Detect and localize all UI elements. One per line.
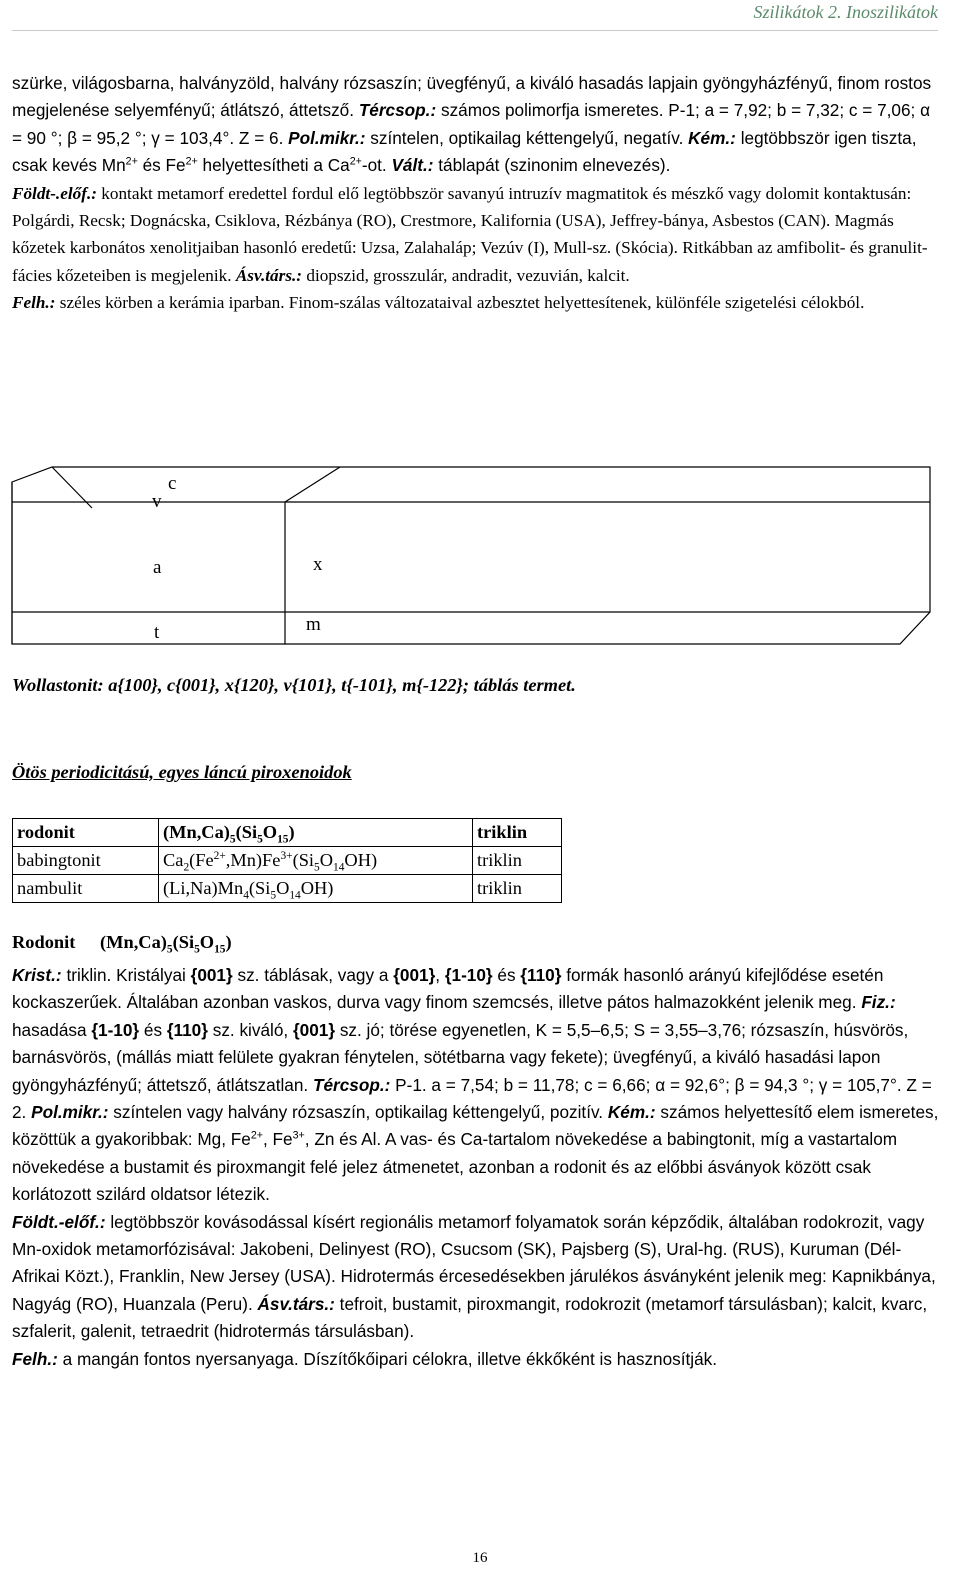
formula-cell: $(Mn,Ca)_5(Si_5O_{15})$ — [159, 819, 473, 847]
formula-cell: $(Li,Na)Mn_4(Si_5O_{14}OH)$ — [159, 875, 473, 903]
crystal-system-cell: triklin — [473, 847, 562, 875]
valt-text: táblapát (szinonim elnevezés). — [438, 155, 671, 176]
charge-superscript: 3+ — [292, 1129, 305, 1142]
krist-text: formák hasonló arányú kifejlődése esetén kockaszerűek. Általában azonban vaskos, durva vagy finom szemcsés, illetve pátos halmazokként jelenik meg. — [12, 965, 884, 1013]
wollastonite-crystal-figure — [0, 462, 960, 662]
table-row — [13, 819, 562, 847]
mineral-name-cell: rodonit — [13, 819, 159, 847]
asvtars-text: tefroit, bustamit, piroxmangit, rodokrozit (metamorf társulásban); kalcit, kvarc, szfalerit, galenit, tetraedrit (hidrotermás társulásban). — [12, 1293, 928, 1342]
charge-superscript: 2+ — [250, 1129, 263, 1142]
krist-text: sz. táblásak, vagy a — [237, 965, 389, 985]
crystal-outline — [12, 467, 930, 644]
tercsop-text: számos polimorfja ismeretes. P-1; a = 7,92; b = 7,32; c = 7,06; — [440, 100, 916, 121]
tercsop-text: P-1. a = 7,54; b = 11,78; c = 6,66; — [395, 1074, 651, 1095]
color-luster-text: szürke, világosbarna, halványzöld, halvány rózsaszín; üvegfényű, a kiváló hasadás lapjain gyöngyházfényű, finom rostos megjelenése selyemfényű; átlátszó, áttetsző. — [12, 73, 932, 121]
beta-symbol: β — [67, 127, 78, 148]
rhodonite-paragraph: Krist.: triklin. Kristályai {001} sz. táblásak, vagy a {001}, {1-10} és {110} formák hasonló arányú kifejlődése esetén kockaszerűek. Általában azonban vaskos, durva vagy finom szemcsés, illetve pátos halmazokként jelenik meg. Fiz.: hasadása {1-10} és {110} sz. kiváló, {001} sz. jó; törése egyenetlen, K = 5,5–6,5; S = 3,55–3,76; rózsaszín, húsvörös, barnásvörös, (mállás miatt felülete gyakran fénytelen, sötétbarna vagy fekete); üvegfényű, a kiváló hasadási lapon gyöngyházfényű; áttetsző, átlátszatlan. Tércsop.: P-1. a = 7,54; b = 11,78; c = 6,66; α = 92,6°; β = 94,3 °; γ = 105,7°. Z = 2. Pol.mikr.: színtelen vagy halvány rózsaszín, optikailag kéttengelyű, pozitív. Kém.: számos helyettesítő elem ismeretes, közöttük a gyakoribbak: Mg, $Fe^{2+}$, $Fe^{3+}$, Zn és Al. A vas- és Ca-tartalom növekedése a babingtonit, míg a vastartalom növekedése a bustamit és piroxmangit felé jelez átmenetet, azonban a rodonit és az előbbi ásványok között csak korlátozott szilárd oldatsor létezik. Földt.-előf.: legtöbbször kovásodással kísért regionális metamorf folyamatok során képződik, általában rodokrozit, vagy Mn-oxidok metamorfózisával: Jakobeni, Delinyest (RO), Csucsom (SK), Pajsberg (S), Ural-hg. (RUS), Kuruman (Dél-Afrikai Közt.), Franklin, New Jersey (USA). Hidrotermás ércesedésekben járulékos ásványként jelenik meg: Kapnikbánya, Nagyág (RO), Huanzala (Peru). Ásv.társ.: tefroit, bustamit, piroxmangit, rodokrozit (metamorf társulásban); kalcit, kvarc, szfalerit, galenit, tetraedrit (hidrotermás társulásban). Felh.: a mangán fontos nyersanyaga. Díszítőkőipari célokra, illetve ékkőként is hasznosítják. — [12, 965, 939, 1369]
running-header: Szilikátok 2. Inoszilikátok — [753, 2, 938, 22]
tercsop-text: = 92,6°; — [669, 1074, 730, 1095]
face-form: {001} — [292, 1019, 336, 1040]
kem-text: -ot. — [361, 155, 387, 176]
alpha-symbol: α — [655, 1074, 666, 1095]
foldt-text: kontakt metamorf eredettel fordul elő legtöbbször savanyú intruzív magmatitok és mészkő vagy dolomit kontaktusán: Polgárdi, Recsk; Dognácska, Csiklova, Rézbánya (RO), Crestmore, Kalifornia (USA), Jeffrey-bánya, Asbestos (CAN). Magmás kőzetek karbonátos xenolitjaiban hasonló eredetű: Uzsa, Zalahaláp; Vezúv (I), Mull-sz. (Skócia). Ritkábban az amfibolit- és granulit-fácies kőzeteiben is megjelenik. — [12, 183, 928, 285]
face-label-m: m — [306, 614, 321, 635]
polmikr-text: színtelen vagy halvány rózsaszín, optikailag kéttengelyű, pozitív. — [113, 1102, 604, 1123]
felh-text: széles körben a kerámia iparban. Finom-szálas változataival azbesztet helyettesítenek, különféle szigetelési célokból. — [59, 293, 865, 313]
tercsop-text: = 103,4°. Z = 6. — [164, 127, 284, 148]
header-divider — [12, 30, 938, 31]
formula-cell: $Ca_2(Fe^{2+},Mn)Fe^{3+}(Si_5O_{14}OH)$ — [159, 847, 473, 875]
face-form: {110} — [520, 965, 562, 985]
wollastonite-paragraph — [12, 70, 940, 317]
fiz-text: hasadása — [12, 1019, 87, 1040]
face-label-a: a — [153, 557, 162, 578]
kem-text: helyettesítheti a Ca — [202, 155, 350, 176]
fiz-label: Fiz.: — [861, 992, 896, 1013]
rhodonite-heading — [12, 932, 232, 956]
tercsop-text: = 94,3 °; — [749, 1074, 815, 1095]
beta-symbol: β — [734, 1074, 745, 1095]
face-form: {1-10} — [91, 1019, 140, 1040]
rhodonite-title: Rodonit — [12, 932, 76, 952]
felh-label: Felh.: — [12, 293, 56, 313]
section-title: Ötös periodicitású, egyes láncú piroxenoidok — [12, 762, 352, 782]
polmikr-text: színtelen, optikailag kéttengelyű, negatív. — [370, 127, 684, 148]
kem-text: legtöbbször igen tiszta, csak kevés Mn — [12, 127, 917, 176]
tercsop-text: = 105,7°. Z = 2. — [12, 1074, 932, 1123]
tercsop-text: = 95,2 °; — [81, 127, 147, 148]
face-label-v: v — [152, 491, 162, 512]
gamma-symbol: γ — [818, 1074, 828, 1095]
crystal-system-cell: triklin — [473, 875, 562, 903]
tercsop-text: = 90 °; — [12, 127, 63, 148]
alpha-symbol: α — [920, 100, 931, 121]
face-form: {110} — [166, 1019, 208, 1040]
krist-text: triklin. Kristályai — [66, 965, 186, 985]
tercsop-label: Tércsop.: — [358, 100, 437, 121]
charge-superscript: 2+ — [349, 155, 362, 168]
face-form: {001} — [393, 965, 436, 985]
table-row — [13, 847, 562, 875]
rhodonite-formula: $(Mn,Ca)_5(Si_5O_{15})$ — [99, 932, 232, 956]
face-label-x: x — [313, 554, 323, 575]
tercsop-label: Tércsop.: — [312, 1074, 391, 1095]
face-form: {1-10} — [444, 965, 493, 985]
charge-superscript: 2+ — [185, 155, 198, 168]
figure-caption: Wollastonit: a{100}, c{001}, x{120}, v{101}, t{-101}, m{-122}; táblás termet. — [12, 675, 576, 695]
kem-text: számos helyettesítő elem ismeretes, közöttük a gyakoribbak: Mg, Fe — [12, 1102, 939, 1150]
kem-text: , Zn és Al. A vas- és Ca-tartalom növekedése a babingtonit, míg a vastartalom növekedése a bustamit és piroxmangit felé jelez átmenetet, azonban a rodonit és az előbbi ásványok között csak korlátozott szilárd oldatsor létezik. — [12, 1129, 898, 1205]
felh-text: a mangán fontos nyersanyaga. Díszítőkőipari célokra, illetve ékkőként is hasznosítják. — [62, 1348, 718, 1369]
asvtars-label: Ásv.társ.: — [257, 1293, 335, 1314]
page-number: 16 — [472, 1550, 488, 1566]
foldt-label: Földt.-előf.: — [12, 1211, 106, 1232]
foldt-label: Földt-.előf.: — [12, 183, 97, 203]
asvtars-text: diopszid, grosszulár, andradit, vezuvián, kalcit. — [306, 265, 630, 285]
face-form: {001} — [190, 965, 233, 985]
charge-superscript: 2+ — [125, 155, 138, 168]
kem-label: Kém.: — [607, 1102, 656, 1123]
kem-label: Kém.: — [688, 127, 736, 148]
felh-label: Felh.: — [12, 1348, 58, 1369]
fiz-text: sz. jó; törése egyenetlen, K = 5,5–6,5; S = 3,55–3,76; rózsaszín, húsvörös, barnásvörös, (mállás miatt felülete gyakran fénytelen, sötétbarna vagy fekete); üvegfényű, a kiváló hasadási lapon gyöngyházfényű; áttetsző, átlátszatlan. — [12, 1019, 909, 1095]
fiz-text: sz. kiváló, — [212, 1019, 289, 1040]
kem-text: és Fe — [142, 155, 186, 176]
mineral-name-cell: babingtonit — [13, 847, 159, 875]
face-label-c: c — [168, 473, 177, 494]
krist-label: Krist.: — [12, 965, 62, 985]
face-label-t: t — [154, 622, 160, 643]
foldt-text: legtöbbször kovásodással kísért regionális metamorf folyamatok során képződik, általában rodokrozit, vagy Mn-oxidok metamorfózisával: Jakobeni, Delinyest (RO), Csucsom (SK), Pajsberg (S), Ural-hg. (RUS), Kuruman (Dél-Afrikai Közt.), Franklin, New Jersey (USA). Hidrotermás ércesedésekben járulékos ásványként jelenik meg: Kapnikbánya, Nagyág (RO), Huanzala (Peru). — [12, 1211, 936, 1314]
crystal-system-cell: triklin — [473, 819, 562, 847]
asvtars-label: Ásv.társ.: — [235, 265, 303, 285]
table-row — [13, 875, 562, 903]
polmikr-label: Pol.mikr.: — [31, 1102, 109, 1123]
valt-label: Vált.: — [391, 155, 434, 176]
mineral-name-cell: nambulit — [13, 875, 159, 903]
gamma-symbol: γ — [151, 127, 160, 148]
pyroxenoid-table — [12, 818, 562, 903]
polmikr-label: Pol.mikr.: — [288, 127, 366, 148]
